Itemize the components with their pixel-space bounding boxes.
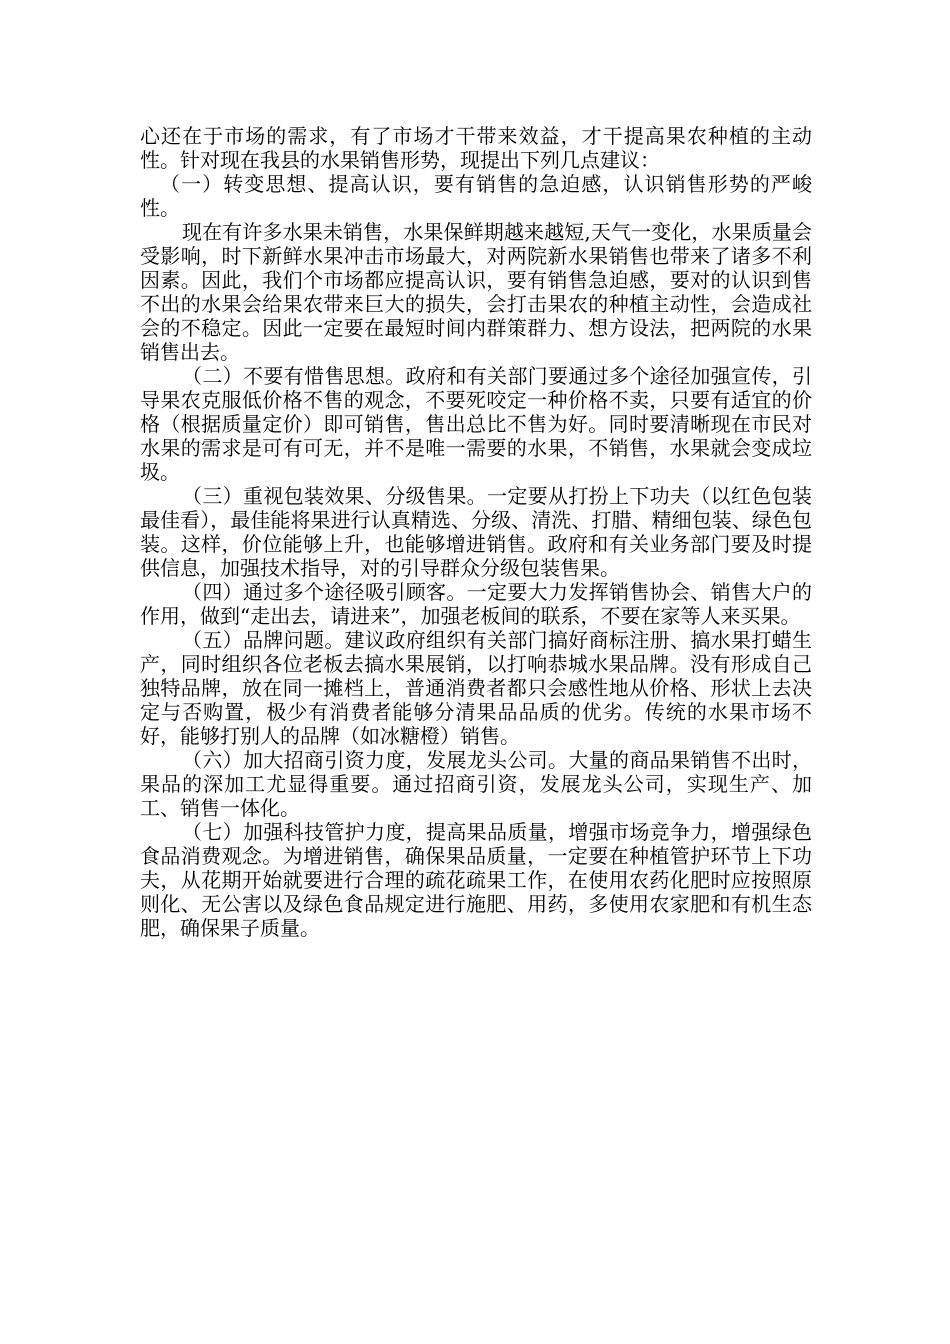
paragraph-suggestion-6: （六）加大招商引资力度，发展龙头公司。大量的商品果销售不出时，果品的深加工尤显得重要。通过招商引资，发展龙头公司，实现生产、加工、销售一体化。 — [140, 748, 812, 820]
paragraph-suggestion-3: （三）重视包装效果、分级售果。一定要从打扮上下功夫（以红色包装最佳看），最佳能将果进行认真精选、分级、清洗、打腊、精细包装、绿色包装。这样，价位能够上升，也能够增进销售。政府和有关业务部门要及时提供信息，加强技术指导，对的引导群众分级包装售果。 — [140, 484, 812, 580]
paragraph-suggestion-4: （四）通过多个途径吸引顾客。一定要大力发挥销售协会、销售大户的作用，做到“走出去，请进来”，加强老板间的联系，不要在家等人来买果。 — [140, 580, 812, 628]
paragraph-intro-continuation: 心还在于市场的需求，有了市场才干带来效益，才干提高果农种植的主动性。针对现在我县的水果销售形势，现提出下列几点建议： — [140, 124, 812, 172]
paragraph-suggestion-7: （七）加强科技管护力度，提高果品质量，增强市场竞争力，增强绿色食品消费观念。为增进销售，确保果品质量，一定要在种植管护环节上下功夫，从花期开始就要进行合理的疏花疏果工作，在使用农药化肥时应按照原则化、无公害以及绿色食品规定进行施肥、用药，多使用农家肥和有机生态肥，确保果子质量。 — [140, 820, 812, 940]
paragraph-suggestion-5: （五）品牌问题。建议政府组织有关部门搞好商标注册、搞水果打蜡生产，同时组织各位老板去搞水果展销，以打响恭城水果品牌。没有形成自己独特品牌，放在同一摊档上，普通消费者都只会感性地从价格、形状上去决定与否购置，极少有消费者能够分清果品品质的优劣。传统的水果市场不好，能够打别人的品牌（如冰糖橙）销售。 — [140, 628, 812, 748]
paragraph-suggestion-1-body: 现在有许多水果未销售，水果保鲜期越来越短,天气一变化，水果质量会受影响，时下新鲜水果冲击市场最大，对两院新水果销售也带来了诸多不利因素。因此，我们个市场都应提高认识，要有销售急迫感，要对的认识到售不出的水果会给果农带来巨大的损失，会打击果农的种植主动性，会造成社会的不稳定。因此一定要在最短时间内群策群力、想方设法，把两院的水果销售出去。 — [140, 220, 812, 364]
paragraph-suggestion-1-heading: （一）转变思想、提高认识，要有销售的急迫感，认识销售形势的严峻性。 — [140, 172, 812, 220]
paragraph-suggestion-2: （二）不要有惜售思想。政府和有关部门要通过多个途径加强宣传，引导果农克服低价格不售的观念，不要死咬定一种价格不卖，只要有适宜的价格（根据质量定价）即可销售，售出总比不售为好。同时要清晰现在市民对水果的需求是可有可无，并不是唯一需要的水果，不销售，水果就会变成垃圾。 — [140, 364, 812, 484]
document-body — [140, 124, 812, 940]
